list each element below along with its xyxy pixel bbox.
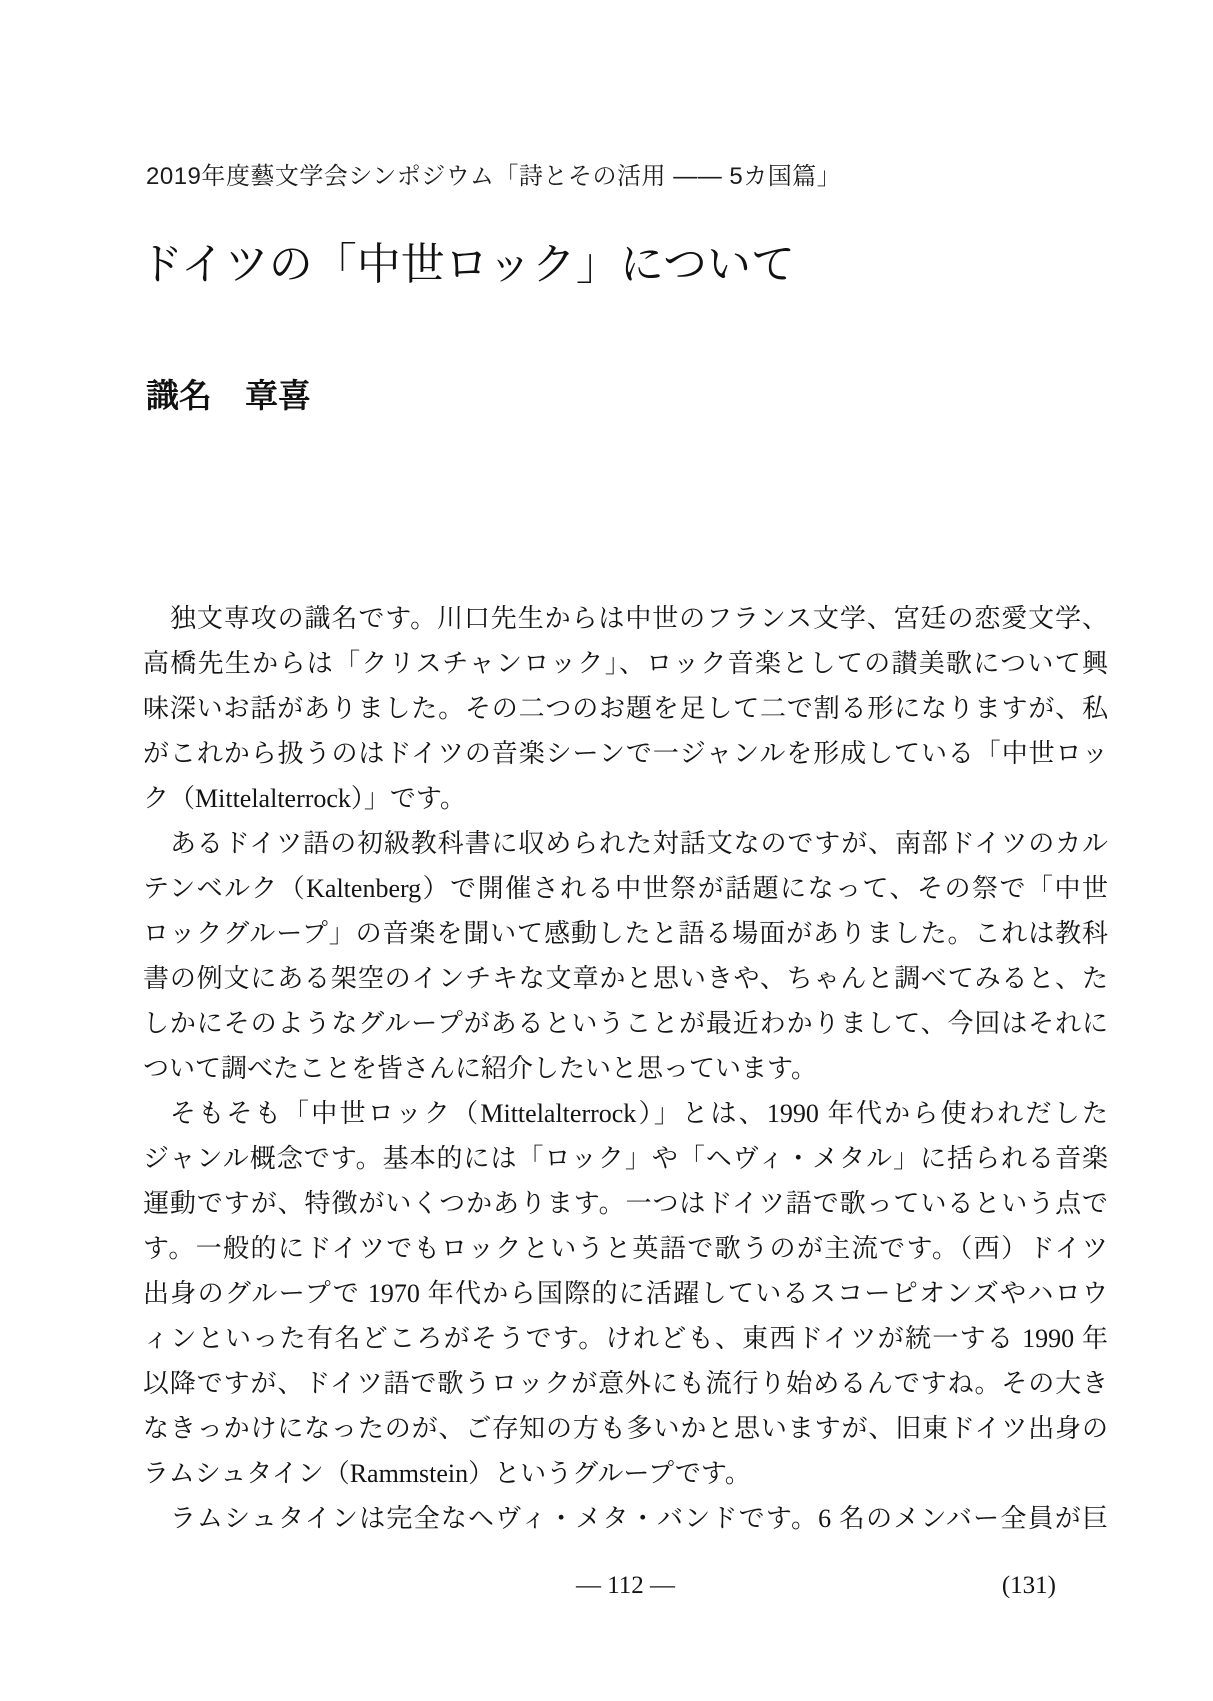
body-line: がこれから扱うのはドイツの音楽シーンで一ジャンルを形成している「中世ロッ [143, 739, 1108, 768]
footer [143, 1568, 1108, 1604]
body-line: ついて調べたことを皆さんに紹介したいと思っています。 [143, 1054, 817, 1083]
body-line: テンベルク（Kaltenberg）で開催される中世祭が話題になって、その祭で「中世 [143, 874, 1108, 903]
body-line: ラムシュタインは完全なヘヴィ・メタ・バンドです。6 名のメンバー全員が巨 [170, 1504, 1108, 1533]
author-name: 識名 章喜 [146, 379, 311, 415]
body-line: ク（Mittelalterrock）」です。 [143, 784, 466, 813]
body-line: ジャンル概念です。基本的には「ロック」や「ヘヴィ・メタル」に括られる音楽 [143, 1144, 1108, 1173]
body-line: す。一般的にドイツでもロックというと英語で歌うのが主流です。（西）ドイツ [143, 1234, 1108, 1263]
body-text [143, 596, 1108, 1541]
page-number: ― 112 ― [575, 1572, 676, 1599]
body-line: 出身のグループで 1970 年代から国際的に活躍しているスコーピオンズやハロウ [143, 1279, 1108, 1308]
body-line: 書の例文にある架空のインチキな文章かと思いきや、ちゃんと調べてみると、た [143, 964, 1108, 993]
body-line: ィンといった有名どころがそうです。けれども、東西ドイツが統一する 1990 年 [143, 1324, 1108, 1353]
body-line: そもそも「中世ロック（Mittelalterrock）」とは、1990 年代から使われだした [170, 1099, 1108, 1128]
page-title: ドイツの「中世ロック」について [139, 240, 796, 289]
body-line: 運動ですが、特徴がいくつかあります。一つはドイツ語で歌っているという点で [143, 1189, 1108, 1218]
body-line: なきっかけになったのが、ご存知の方も多いかと思いますが、旧東ドイツ出身の [143, 1414, 1108, 1443]
issue-number: (131) [1001, 1572, 1056, 1599]
body-line: 味深いお話がありました。その二つのお題を足して二で割る形になりますが、私 [143, 694, 1108, 723]
body-line: 以降ですが、ドイツ語で歌うロックが意外にも流行り始めるんですね。その大き [143, 1369, 1108, 1398]
body-line: しかにそのようなグループがあるということが最近わかりまして、今回はそれに [143, 1009, 1108, 1038]
series-header: 2019年度藝文学会シンポジウム「詩とその活用 ―― 5カ国篇」 [146, 163, 842, 190]
body-line: ラムシュタイン（Rammstein）というグループです。 [143, 1459, 751, 1488]
body-line: 独文専攻の識名です。川口先生からは中世のフランス文学、宮廷の恋愛文学、 [170, 604, 1108, 633]
body-line: 高橋先生からは「クリスチャンロック」、ロック音楽としての讃美歌について興 [143, 649, 1108, 678]
body-line: ロックグループ」の音楽を聞いて感動したと語る場面がありました。これは教科 [143, 919, 1108, 948]
body-line: あるドイツ語の初級教科書に収められた対話文なのですが、南部ドイツのカル [170, 829, 1108, 858]
